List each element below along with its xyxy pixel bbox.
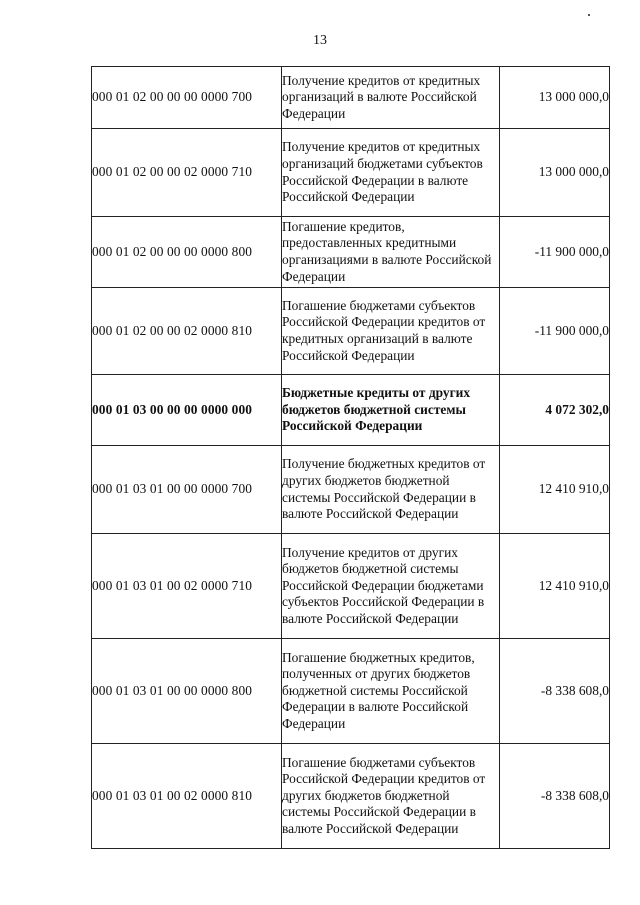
budget-classification-table [91,66,610,849]
table-row [92,744,610,849]
table-row [92,129,610,217]
row-description: Получение бюджетных кредитов от других бюджетов бюджетной системы Российской Федерации в валюте Российской Федерации [282,446,500,534]
scan-mark [588,14,590,16]
table-row [92,217,610,288]
row-amount: 13 000 000,0 [500,67,610,129]
row-amount: -11 900 000,0 [500,217,610,288]
table-row [92,446,610,534]
row-description: Бюджетные кредиты от других бюджетов бюджетной системы Российской Федерации [282,375,500,446]
budget-code: 000 01 03 00 00 00 0000 000 [92,375,282,446]
row-description: Погашение бюджетами субъектов Российской Федерации кредитов от кредитных организаций в валюте Российской Федерации [282,288,500,375]
row-description: Получение кредитов от других бюджетов бюджетной системы Российской Федерации бюджетами субъектов Российской Федерации в валюте Российской Федерации [282,534,500,639]
budget-code: 000 01 03 01 00 00 0000 800 [92,639,282,744]
budget-code: 000 01 02 00 00 02 0000 810 [92,288,282,375]
table-row [92,67,610,129]
budget-code: 000 01 02 00 00 00 0000 700 [92,67,282,129]
row-description: Получение кредитов от кредитных организаций в валюте Российской Федерации [282,67,500,129]
row-description: Погашение бюджетами субъектов Российской Федерации кредитов от других бюджетов бюджетной системы Российской Федерации в валюте Российской Федерации [282,744,500,849]
budget-code: 000 01 03 01 00 02 0000 810 [92,744,282,849]
row-amount: 4 072 302,0 [500,375,610,446]
row-amount: -8 338 608,0 [500,639,610,744]
budget-code: 000 01 03 01 00 02 0000 710 [92,534,282,639]
budget-code: 000 01 02 00 00 00 0000 800 [92,217,282,288]
row-amount: 12 410 910,0 [500,534,610,639]
table-row [92,639,610,744]
row-description: Погашение кредитов, предоставленных кредитными организациями в валюте Российской Федерации [282,217,500,288]
row-description: Погашение бюджетных кредитов, полученных от других бюджетов бюджетной системы Российской Федерации в валюте Российской Федерации [282,639,500,744]
row-amount: -11 900 000,0 [500,288,610,375]
row-amount: 12 410 910,0 [500,446,610,534]
row-amount: -8 338 608,0 [500,744,610,849]
table-row [92,375,610,446]
row-description: Получение кредитов от кредитных организаций бюджетами субъектов Российской Федерации в валюте Российской Федерации [282,129,500,217]
table-row [92,534,610,639]
table-row [92,288,610,375]
page-number: 13 [313,33,327,48]
budget-code: 000 01 03 01 00 00 0000 700 [92,446,282,534]
budget-code: 000 01 02 00 00 02 0000 710 [92,129,282,217]
row-amount: 13 000 000,0 [500,129,610,217]
